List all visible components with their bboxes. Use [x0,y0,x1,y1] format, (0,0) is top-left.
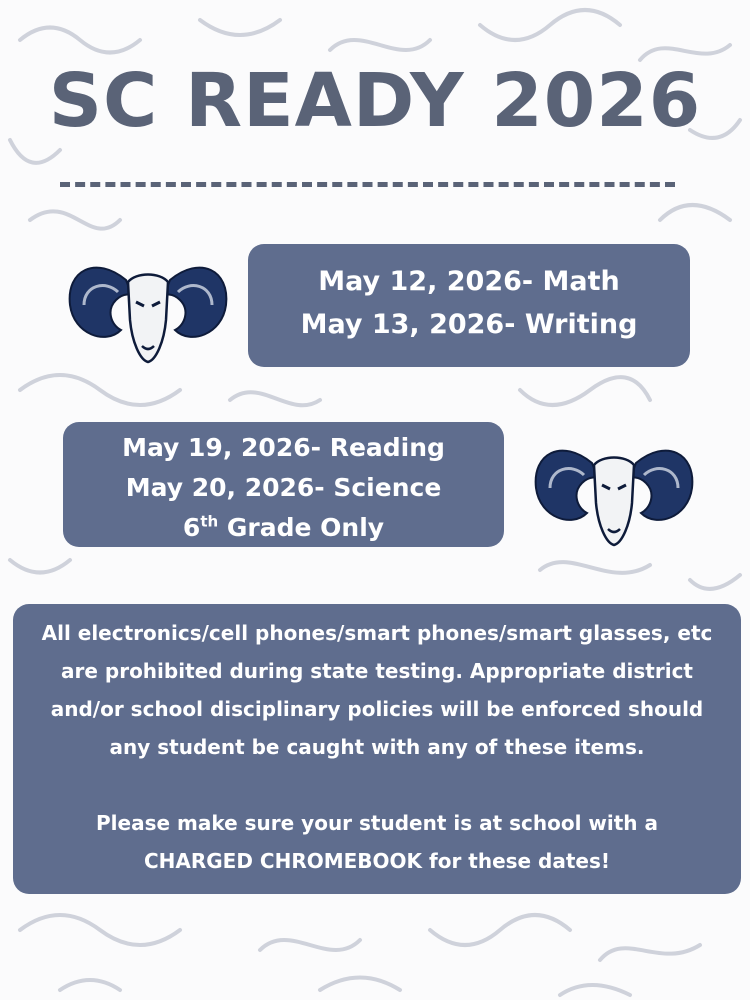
grade-only-note [63,508,504,548]
date-science: May 20, 2026- Science [125,473,442,502]
date-reading: May 19, 2026- Reading [122,433,445,462]
page-title: SC READY 2026 [48,58,702,144]
notice-paragraph-prohibited: All electronics/cell phones/smart phones/smart glasses, etc are prohibited during state testing. Appropriate district and/or school disciplinary policies will be enforced should any student be caught with any of these items. [41,621,713,759]
date-writing: May 13, 2026- Writing [300,309,638,340]
ram-mascot-icon [66,250,230,366]
notice-paragraph-chromebook: Please make sure your student is at school with a CHARGED CHROMEBOOK for these dates! [96,811,658,873]
date-math: May 12, 2026- Math [318,266,620,297]
grade-rest: Grade Only [218,513,385,542]
grade-suffix: th [200,512,219,531]
math-writing-dates-box [248,244,690,367]
paragraph-spacer [41,766,713,804]
dashed-divider [60,182,675,187]
electronics-policy-notice [13,604,741,894]
grade-number: 6 [182,513,201,542]
ram-mascot-icon [532,432,696,550]
reading-science-dates-box [63,422,504,547]
